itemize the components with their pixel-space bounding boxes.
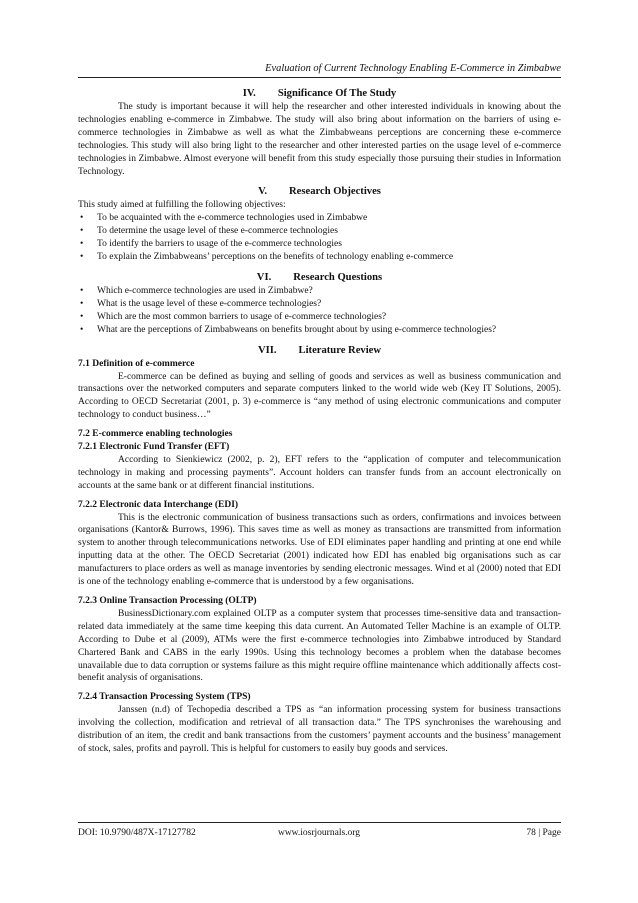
list-item: • Which e-commerce technologies are used in Zimbabwe?	[78, 285, 561, 298]
list-item: • To identify the barriers to usage of the e-commerce technologies	[78, 238, 561, 251]
section-heading-questions: VI. Research Questions	[256, 271, 383, 283]
list-item: • Which are the most common barriers to usage of e-commerce technologies?	[78, 311, 561, 324]
objectives-list	[78, 212, 561, 264]
footer-rule	[78, 822, 561, 823]
page-body	[78, 87, 561, 756]
list-item: • To be acquainted with the e-commerce technologies used in Zimbabwe	[78, 212, 561, 225]
section-heading-objectives: V. Research Objectives	[258, 186, 381, 198]
section-heading-literature: VII. Literature Review	[257, 344, 381, 356]
footer-website: www.iosrjournals.org	[277, 828, 361, 838]
list-item: • What is the usage level of these e-commerce technologies?	[78, 298, 561, 311]
subheading-7-2-1: 7.2.1 Electronic Fund Transfer (EFT)	[78, 442, 230, 453]
paragraph-7-2-2: This is the electronic communication of business transactions such as orders, confirmations and invoices between organisations (Kantor& Burrows, 1996). This saves time as well as money as transactions are transmitted from information system to another through telecommunications networks. Use of EDI eliminates paper handling and printing at one end while inputting data at the other. The OECD Secretariat (2001) indicated how EDI has enabled big organisations such as car manufacturers to place orders as well as manage inventories by sending electronic messages. Wind et al (2000) noted that EDI is one of the technology enabling e-commerce that is understood by a few organisations.	[78, 512, 561, 588]
header-rule	[78, 77, 561, 78]
questions-list	[78, 285, 561, 337]
running-header: Evaluation of Current Technology Enabling E-Commerce in Zimbabwe	[265, 63, 561, 74]
list-item: • What are the perceptions of Zimbabweans on benefits brought about by using e-commerce technologies?	[78, 324, 561, 337]
paragraph-7-2-4: Janssen (n.d) of Techopedia described a TPS as “an information processing system for business transactions involving the collection, modification and retrieval of all transaction data.” The TPS synchronises the warehousing and distribution of an item, the credit and bank transactions from the customers’ payment accounts and the business’ management of stock, sales, profits and payroll. This is helpful for customers to easily buy goods and services.	[78, 705, 561, 754]
list-item: • To explain the Zimbabweans’ perceptions on the benefits of technology enabling e-commerce	[78, 251, 561, 264]
paragraph-7-1: E-commerce can be defined as buying and selling of goods and services as well as business communication and transactions over the networked computers and separate computers linked to the world wide web (Key IT Solutions, 2005). According to OECD Secretariat (2001, p. 3) e-commerce is “any method of using electronic communications and computer technology to conduct business…”	[78, 371, 561, 421]
paragraph-7-2-1: According to Sienkiewicz (2002, p. 2), EFT refers to the “application of computer and telecommunication technology in making and processing payments”. Account holders can transfer funds from an account electronically on accounts at the same bank or at different financial institutions.	[78, 454, 561, 491]
footer-page-number: 78 | Page	[526, 828, 561, 838]
subheading-7-1: 7.1 Definition of e-commerce	[78, 358, 195, 369]
footer-doi: DOI: 10.9790/487X-17127782	[78, 828, 196, 838]
subheading-7-2-2: 7.2.2 Electronic data Interchange (EDI)	[78, 499, 239, 510]
section-heading-significance: IV. Significance Of The Study	[242, 88, 397, 99]
significance-paragraph: The study is important because it will help the researcher and other interested individuals in knowing about the technologies enabling e-commerce in Zimbabwe. The study will also bring about information on the barriers of using e-commerce technologies in Zimbabwe as well as what the Zimbabweans perceptions are concerning these e-commerce technologies. This study will also bring light to the researcher and other interested parties on the usage level of e-commerce technologies in Zimbabwe. Almost everyone will benefit from this study especially those pursuing their studies in Information Technology.	[78, 102, 561, 177]
subheading-7-2-4: 7.2.4 Transaction Processing System (TPS)	[78, 692, 251, 703]
subheading-7-2-3: 7.2.3 Online Transaction Processing (OLTP)	[78, 596, 257, 606]
objectives-intro: This study aimed at fulfilling the following objectives:	[78, 200, 286, 211]
paragraph-7-2-3: BusinessDictionary.com explained OLTP as a computer system that processes time-sensitive data and transaction-related data immediately at the same time keeping this data current. An Automated Teller Machine is an example of OLTP. According to Dube et al (2009), ATMs were the first e-commerce technologies into Zimbabwe introduced by Standard Chartered Bank and CABS in the early 1990s. Using this technology becomes a problem when the database becomes unavailable due to data corruption or systems failure as this might require offline maintenance which additionally affects cost-benefit analysis of organisations.	[78, 608, 561, 684]
list-item: • To determine the usage level of these e-commerce technologies	[78, 225, 561, 238]
subheading-7-2: 7.2 E-commerce enabling technologies	[78, 429, 233, 440]
